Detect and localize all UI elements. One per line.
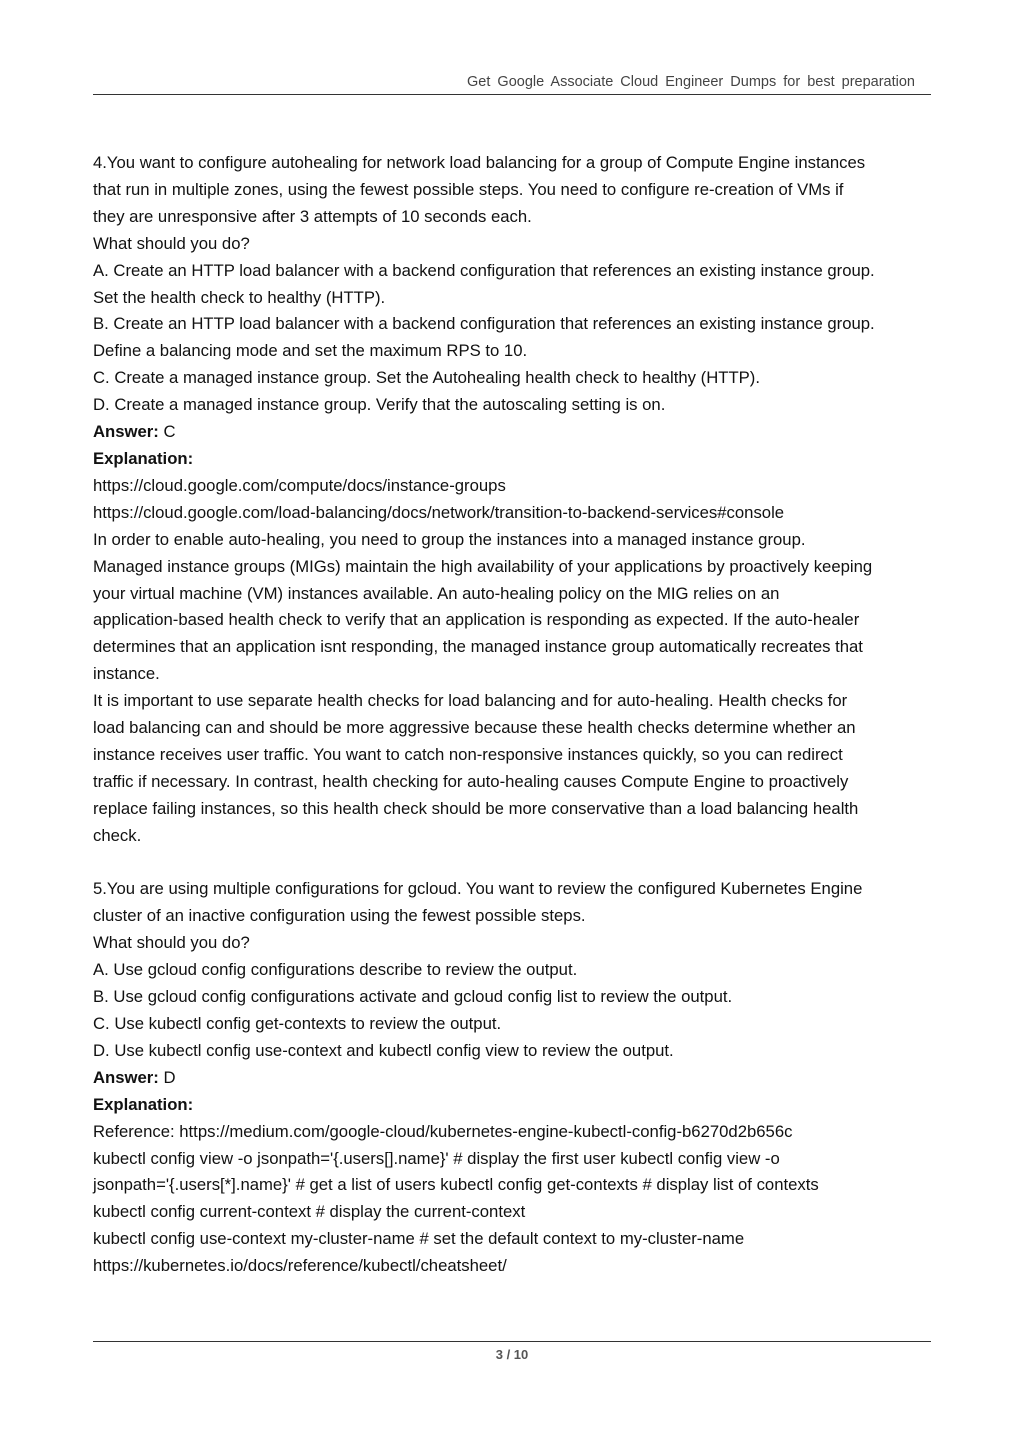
explanation-line: instance receives user traffic. You want to catch non-responsive instances quickly, so you can redirect [93,744,843,764]
explanation-line: kubectl config current-context # display the current-context [93,1202,526,1222]
question-text-line: that run in multiple zones, using the fewest possible steps. You need to configure re-creation of VMs if [93,179,844,199]
question-5 [93,876,943,1280]
question-text-line: 5.You are using multiple configurations for gcloud. You want to review the configured Kubernetes Engine [93,879,863,899]
option-c: C. Use kubectl config get-contexts to review the output. [93,1013,502,1033]
spacer [93,850,943,877]
answer-label: Answer: [93,1067,159,1087]
question-prompt: What should you do? [93,933,250,953]
explanation-link: https://cloud.google.com/compute/docs/instance-groups [93,475,506,495]
option-d: D. Use kubectl config use-context and kubectl config view to review the output. [93,1040,674,1060]
option-a-line: Set the health check to healthy (HTTP). [93,287,386,307]
option-d: D. Create a managed instance group. Verify that the autoscaling setting is on. [93,395,666,415]
page-number: 3 / 10 [495,1347,529,1362]
question-4 [93,150,943,850]
option-a-line: A. Create an HTTP load balancer with a backend configuration that references an existing instance group. [93,260,875,280]
explanation-line: It is important to use separate health checks for load balancing and for auto-healing. Health checks for [93,691,848,711]
explanation-line: replace failing instances, so this health check should be more conservative than a load balancing health [93,798,859,818]
explanation-link: https://kubernetes.io/docs/reference/kubectl/cheatsheet/ [93,1256,507,1276]
page-footer [93,1341,931,1362]
explanation-line: instance. [93,664,160,684]
answer-label: Answer: [93,422,159,442]
option-b: B. Use gcloud config configurations activate and gcloud config list to review the output. [93,987,733,1007]
explanation-line: determines that an application isnt responding, the managed instance group automatically recreates that [93,637,863,657]
explanation-link: https://cloud.google.com/load-balancing/docs/network/transition-to-backend-services#console [93,502,785,522]
explanation-line: check. [93,825,142,845]
answer-value: C [158,422,176,442]
option-b-line: B. Create an HTTP load balancer with a backend configuration that references an existing instance group. [93,314,875,334]
explanation-line: your virtual machine (VM) instances available. An auto-healing policy on the MIG relies on an [93,583,780,603]
explanation-line: Managed instance groups (MIGs) maintain the high availability of your applications by proactively keeping [93,556,873,576]
answer-value: D [158,1067,176,1087]
answer [93,1065,943,1092]
explanation-line: kubectl config view -o jsonpath='{.users[].name}' # display the first user kubectl config view -o [93,1148,780,1168]
explanation-line: traffic if necessary. In contrast, health checking for auto-healing causes Compute Engine to proactively [93,771,849,791]
explanation-line: load balancing can and should be more aggressive because these health checks determine whether an [93,718,856,738]
explanation-line: jsonpath='{.users[*].name}' # get a list of users kubectl config get-contexts # display list of contexts [93,1175,819,1195]
page-content [93,150,943,1280]
explanation-line: Reference: https://medium.com/google-cloud/kubernetes-engine-kubectl-config-b6270d2b656c [93,1121,793,1141]
option-c: C. Create a managed instance group. Set the Autohealing health check to healthy (HTTP). [93,368,760,388]
explanation-label: Explanation: [93,448,194,468]
header-title: Get Google Associate Cloud Engineer Dumps for best preparation [467,74,915,90]
question-text-line: 4.You want to configure autohealing for network load balancing for a group of Compute Engine instances [93,153,866,172]
explanation-line: kubectl config use-context my-cluster-name # set the default context to my-cluster-name [93,1229,745,1249]
answer [93,419,943,446]
explanation-label: Explanation: [93,1094,194,1114]
explanation-line: In order to enable auto-healing, you need to group the instances into a managed instance group. [93,529,806,549]
explanation-line: application-based health check to verify that an application is responding as expected. If the auto-healer [93,610,860,630]
page-header [93,72,931,95]
option-a: A. Use gcloud config configurations describe to review the output. [93,960,578,980]
question-prompt: What should you do? [93,233,250,253]
question-text-line: they are unresponsive after 3 attempts of 10 seconds each. [93,206,532,226]
option-b-line: Define a balancing mode and set the maximum RPS to 10. [93,341,528,361]
question-text-line: cluster of an inactive configuration using the fewest possible steps. [93,906,586,926]
